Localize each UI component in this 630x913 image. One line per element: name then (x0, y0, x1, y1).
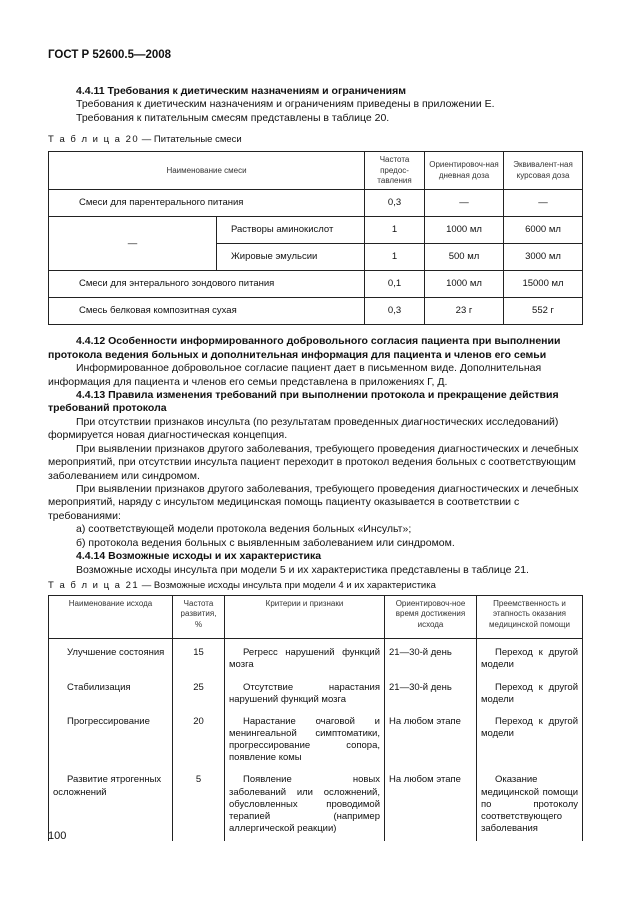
table-row (49, 217, 583, 244)
table-row (49, 712, 583, 771)
paragraph: Информированное добровольное согласие пациент дает в письменном виде. Дополнительная информация для пациента и членов его семьи представлена в приложениях Г, Д. (48, 362, 542, 388)
table-cell: 0,3 (365, 298, 425, 325)
table-cell: Смеси для парентерального питания (49, 190, 365, 217)
table-cell: Переход к другой модели (477, 639, 583, 678)
table-cell: Нарастание очаговой и менингеальной симптоматики, прогрессирование сопора, появление комы (225, 712, 385, 771)
table-cell: 0,3 (365, 190, 425, 217)
paragraph: Требования к питательным смесям представлены в таблице 20. (76, 111, 390, 124)
table-cell: — (504, 190, 583, 217)
column-header: Частота предос-тавления (365, 152, 425, 190)
column-header: Наименование смеси (49, 152, 365, 190)
table-cell: На любом этапе (385, 712, 477, 771)
table-cell: Развитие ятрогенных осложнений (49, 770, 173, 841)
table-cell: На любом этапе (385, 770, 477, 841)
table-20-caption: Т а б л и ц а 20 — Питательные смеси (48, 134, 242, 146)
column-header: Наименование исхода (49, 596, 173, 639)
table-row (49, 190, 583, 217)
table-header-row (49, 152, 583, 190)
table-cell: Отсутствие нарастания нарушений функций мозга (225, 678, 385, 712)
column-header: Ориентировоч-ное время достижения исхода (385, 596, 477, 639)
section-4-4-11-title: 4.4.11 Требования к диетическим назначениям и ограничениям (76, 84, 407, 97)
table-cell: 21—30-й день (385, 678, 477, 712)
table-cell: 1 (365, 244, 425, 271)
table-cell: 552 г (504, 298, 583, 325)
table-cell: 5 (173, 770, 225, 841)
table-row (49, 639, 583, 678)
paragraph: При выявлении признаков другого заболевания, требующего проведения диагностических и лечебных мероприятий, при отсутствии инсульта пациент переходит в протокол ведения больных с соответствующим заболеванием или синдромом. (48, 442, 579, 482)
table-cell: 23 г (425, 298, 504, 325)
paragraph: Возможные исходы инсульта при модели 5 и их характеристика представлены в таблице 21. (76, 563, 529, 576)
table-cell: 6000 мл (504, 217, 583, 244)
table-row (49, 678, 583, 712)
table-20 (48, 151, 583, 325)
table-cell: Появление новых заболеваний или осложнений, обусловленных проводимой терапией (например аллергической реакции) (225, 770, 385, 841)
table-cell: Переход к другой модели (477, 712, 583, 771)
list-item: б) протокола ведения больных с выявленным заболеванием или синдромом. (76, 536, 455, 549)
table-cell: Регресс нарушений функций мозга (225, 639, 385, 678)
page-number: 100 (48, 830, 67, 842)
column-header: Ориентировоч-ная дневная доза (425, 152, 504, 190)
table-cell: Смеси для энтерального зондового питания (49, 271, 365, 298)
table-row (49, 298, 583, 325)
column-header: Эквивалент-ная курсовая доза (504, 152, 583, 190)
list-item: а) соответствующей модели протокола ведения больных «Инсульт»; (76, 523, 412, 536)
table-cell: — (425, 190, 504, 217)
table-21-caption: Т а б л и ц а 21 — Возможные исходы инсульта при модели 4 и их характеристика (48, 580, 436, 592)
table-cell: Оказание медицинской помощи по протоколу соответствующего заболевания (477, 770, 583, 841)
section-4-4-12-title: 4.4.12 Особенности информированного добровольного согласия пациента при выполнении протокола ведения больных и дополнительная информация для пациента и членов его семьи (48, 335, 561, 361)
table-row (49, 770, 583, 841)
table-cell: 25 (173, 678, 225, 712)
column-header: Преемственность и этапность оказания медицинской помощи (477, 596, 583, 639)
column-header: Критерии и признаки (225, 596, 385, 639)
table-header-row (49, 596, 583, 639)
table-cell: Стабилизация (49, 678, 173, 712)
section-4-4-13-title: 4.4.13 Правила изменения требований при выполнении протокола и прекращение действия требований протокола (48, 388, 559, 415)
table-cell: 15 (173, 639, 225, 678)
table-cell: Прогрессирование (49, 712, 173, 771)
table-cell: 1000 мл (425, 271, 504, 298)
paragraph: При отсутствии признаков инсульта (по результатам проведенных диагностических исследований) формируется новая диагностическая концепция. (48, 415, 559, 442)
document-header: ГОСТ Р 52600.5—2008 (48, 49, 172, 61)
table-cell: Улучшение состояния (49, 639, 173, 678)
table-cell: 1000 мл (425, 217, 504, 244)
table-cell: 500 мл (425, 244, 504, 271)
table-cell: — (49, 217, 217, 271)
table-cell: 15000 мл (504, 271, 583, 298)
table-cell: Смесь белковая композитная сухая (49, 298, 365, 325)
paragraph: Требования к диетическим назначениям и ограничениям приведены в приложении Е. (76, 98, 495, 111)
table-cell: Переход к другой модели (477, 678, 583, 712)
table-cell: Жировые эмульсии (217, 244, 365, 271)
paragraph: При выявлении признаков другого заболевания, требующего проведения диагностических и лечебных мероприятий, наряду с инсультом медицинская помощь пациенту оказывается в соответствии с требованиями: (48, 483, 579, 522)
table-cell: 1 (365, 217, 425, 244)
section-4-4-14-title: 4.4.14 Возможные исходы и их характеристика (76, 550, 322, 563)
table-cell: 3000 мл (504, 244, 583, 271)
table-row (49, 271, 583, 298)
table-cell: 20 (173, 712, 225, 771)
column-header: Частота развития, % (173, 596, 225, 639)
table-cell: Растворы аминокислот (217, 217, 365, 244)
table-21 (48, 595, 583, 841)
table-cell: 21—30-й день (385, 639, 477, 678)
table-cell: 0,1 (365, 271, 425, 298)
